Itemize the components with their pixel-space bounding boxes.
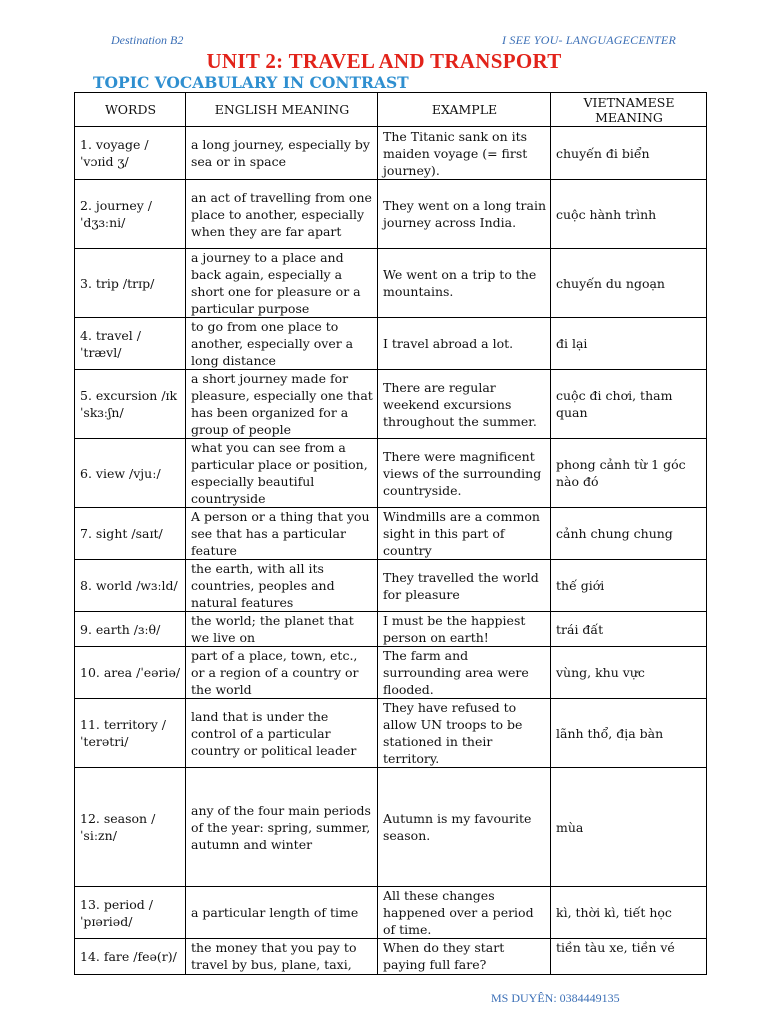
cell-vietnamese-meaning: đi lại <box>551 318 707 370</box>
cell-word: 1. voyage /ˈvɔɪid ʒ/ <box>75 127 186 180</box>
header-left-text: Destination B2 <box>111 33 184 47</box>
cell-vietnamese-meaning: mùa <box>551 768 707 887</box>
cell-example: When do they start paying full fare? <box>378 939 551 975</box>
table-row <box>75 887 707 939</box>
cell-vietnamese-meaning: trái đất <box>551 612 707 647</box>
cell-word: 3. trip /trɪp/ <box>75 249 186 318</box>
cell-example: The farm and surrounding area were flooded. <box>378 647 551 699</box>
table-row <box>75 370 707 439</box>
cell-vietnamese-meaning: cuộc hành trình <box>551 180 707 249</box>
cell-example: They travelled the world for pleasure <box>378 560 551 612</box>
table-row <box>75 768 707 887</box>
table-row <box>75 180 707 249</box>
cell-example: I travel abroad a lot. <box>378 318 551 370</box>
cell-word: 9. earth /ɜːθ/ <box>75 612 186 647</box>
cell-vietnamese-meaning: vùng, khu vực <box>551 647 707 699</box>
cell-vietnamese-meaning: thế giới <box>551 560 707 612</box>
cell-vietnamese-meaning: kì, thời kì, tiết học <box>551 887 707 939</box>
cell-example: They have refused to allow UN troops to be stationed in their territory. <box>378 699 551 768</box>
cell-english-meaning: a journey to a place and back again, especially a short one for pleasure or a particular purpose <box>186 249 378 318</box>
cell-vietnamese-meaning: lãnh thổ, địa bàn <box>551 699 707 768</box>
table-row <box>75 939 707 975</box>
cell-word: 8. world /wɜːld/ <box>75 560 186 612</box>
page-title: UNIT 2: TRAVEL AND TRANSPORT <box>206 49 562 73</box>
cell-word: 10. area /ˈeəriə/ <box>75 647 186 699</box>
cell-english-meaning: a short journey made for pleasure, especially one that has been organized for a group of people <box>186 370 378 439</box>
cell-word: 2. journey /ˈdʒɜːni/ <box>75 180 186 249</box>
column-header-example: EXAMPLE <box>378 93 551 127</box>
table-row <box>75 647 707 699</box>
cell-vietnamese-meaning: cuộc đi chơi, tham quan <box>551 370 707 439</box>
cell-word: 12. season /ˈsiːzn/ <box>75 768 186 887</box>
column-header-words: WORDS <box>75 93 186 127</box>
table-row <box>75 318 707 370</box>
column-header-english-meaning: ENGLISH MEANING <box>186 93 378 127</box>
table-row <box>75 508 707 560</box>
cell-vietnamese-meaning: phong cảnh từ 1 góc nào đó <box>551 439 707 508</box>
cell-example: Autumn is my favourite season. <box>378 768 551 887</box>
cell-english-meaning: a particular length of time <box>186 887 378 939</box>
cell-example: All these changes happened over a period of time. <box>378 887 551 939</box>
cell-word: 13. period /ˈpɪəriəd/ <box>75 887 186 939</box>
table-row <box>75 699 707 768</box>
cell-english-meaning: an act of travelling from one place to another, especially when they are far apart <box>186 180 378 249</box>
vocabulary-table <box>74 92 707 975</box>
cell-english-meaning: what you can see from a particular place or position, especially beautiful countryside <box>186 439 378 508</box>
cell-english-meaning: to go from one place to another, especially over a long distance <box>186 318 378 370</box>
cell-english-meaning: any of the four main periods of the year: spring, summer, autumn and winter <box>186 768 378 887</box>
cell-word: 11. territory /ˈterətri/ <box>75 699 186 768</box>
cell-word: 7. sight /saɪt/ <box>75 508 186 560</box>
cell-vietnamese-meaning: cảnh chung chung <box>551 508 707 560</box>
cell-english-meaning: part of a place, town, etc., or a region of a country or the world <box>186 647 378 699</box>
cell-word: 6. view /vjuː/ <box>75 439 186 508</box>
cell-word: 4. travel /ˈtrævl/ <box>75 318 186 370</box>
cell-vietnamese-meaning: chuyến đi biển <box>551 127 707 180</box>
cell-english-meaning: the earth, with all its countries, peoples and natural features <box>186 560 378 612</box>
cell-english-meaning: the world; the planet that we live on <box>186 612 378 647</box>
footer-contact: MS DUYÊN: 0384449135 <box>491 991 620 1005</box>
cell-example: There are regular weekend excursions throughout the summer. <box>378 370 551 439</box>
table-row <box>75 439 707 508</box>
table-row <box>75 612 707 647</box>
cell-example: There were magnificent views of the surrounding countryside. <box>378 439 551 508</box>
cell-english-meaning: a long journey, especially by sea or in space <box>186 127 378 180</box>
table-row <box>75 127 707 180</box>
page-subtitle: TOPIC VOCABULARY IN CONTRAST <box>93 73 409 92</box>
cell-example: I must be the happiest person on earth! <box>378 612 551 647</box>
column-header-vietnamese-meaning: VIETNAMESE MEANING <box>551 93 707 127</box>
table-header-row <box>75 93 707 127</box>
cell-example: The Titanic sank on its maiden voyage (= first journey). <box>378 127 551 180</box>
table-row <box>75 560 707 612</box>
cell-vietnamese-meaning: tiền tàu xe, tiền vé <box>551 939 707 975</box>
header-right-text: I SEE YOU- LANGUAGECENTER <box>502 33 676 47</box>
cell-english-meaning: the money that you pay to travel by bus, plane, taxi, <box>186 939 378 975</box>
cell-english-meaning: A person or a thing that you see that has a particular feature <box>186 508 378 560</box>
cell-word: 5. excursion /ɪk ˈskɜːʃn/ <box>75 370 186 439</box>
cell-vietnamese-meaning: chuyến du ngoạn <box>551 249 707 318</box>
cell-english-meaning: land that is under the control of a particular country or political leader <box>186 699 378 768</box>
cell-example: They went on a long train journey across India. <box>378 180 551 249</box>
cell-word: 14. fare /feə(r)/ <box>75 939 186 975</box>
table-row <box>75 249 707 318</box>
cell-example: We went on a trip to the mountains. <box>378 249 551 318</box>
cell-example: Windmills are a common sight in this part of country <box>378 508 551 560</box>
